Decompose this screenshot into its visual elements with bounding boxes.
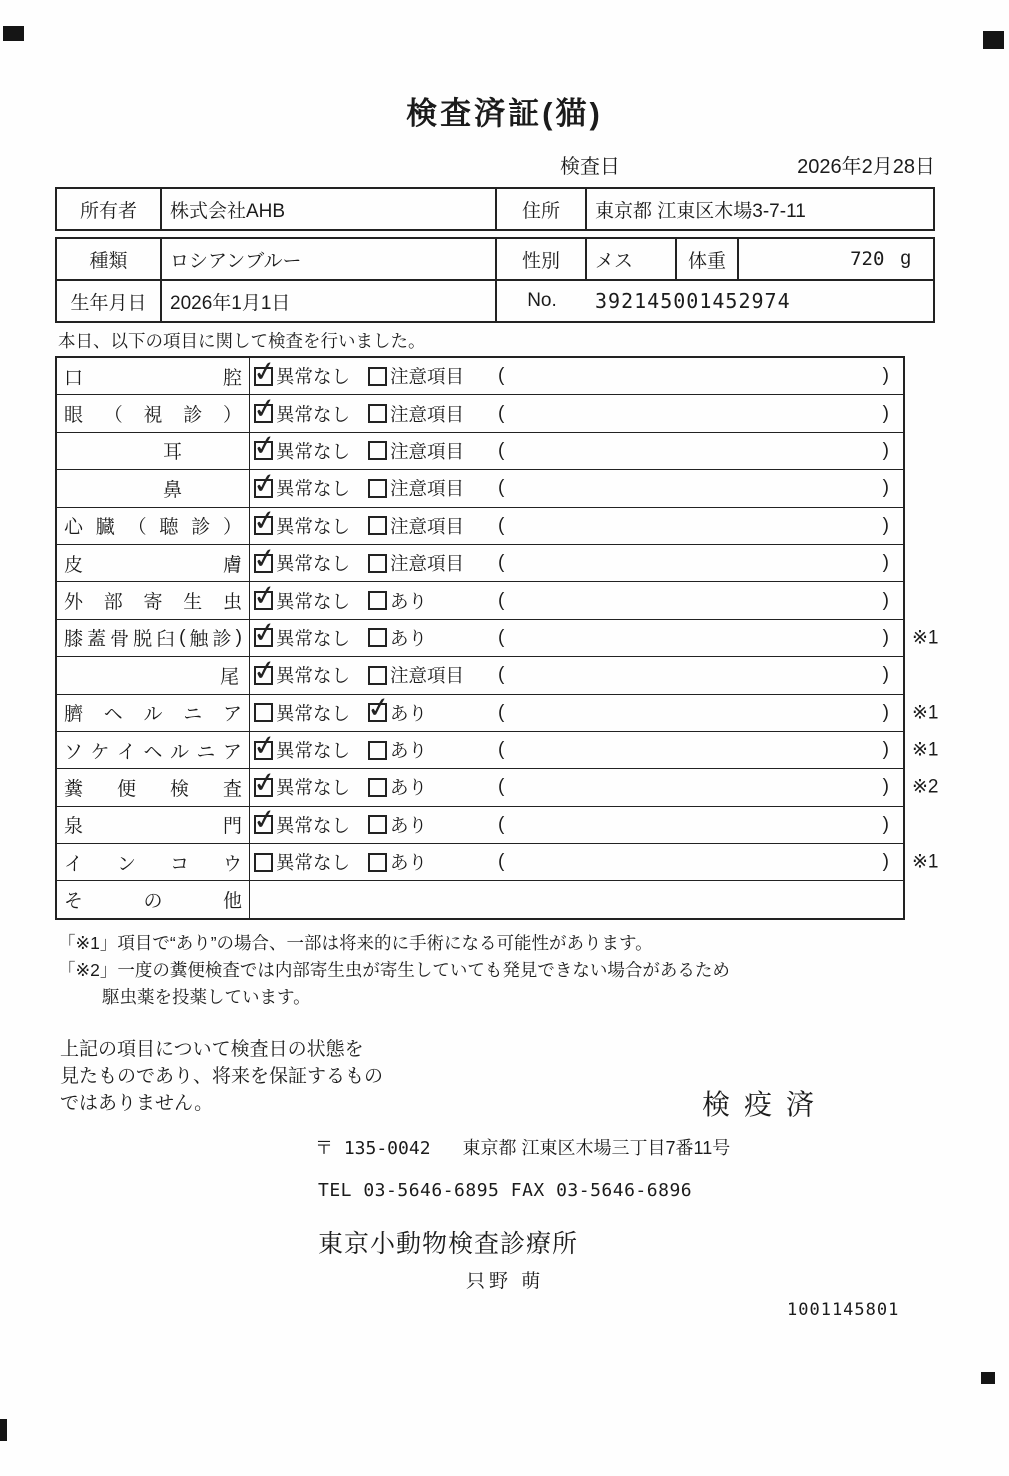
exam-remarks-field bbox=[492, 582, 903, 618]
exam-option-normal bbox=[250, 582, 362, 618]
exam-option-normal-label: 異常なし bbox=[276, 515, 351, 537]
paren-close: ) bbox=[882, 701, 889, 723]
exam-remarks-field bbox=[492, 545, 903, 581]
paren-close: ) bbox=[882, 776, 889, 798]
exam-item-label: 眼 （ 視 診 ） bbox=[57, 395, 250, 431]
exam-option-attention bbox=[362, 470, 492, 506]
exam-option-normal-label: 異常なし bbox=[276, 440, 351, 462]
exam-item-label: イ ン コ ウ bbox=[57, 844, 250, 880]
checkbox-icon bbox=[368, 516, 387, 535]
paren-open: ( bbox=[498, 626, 505, 648]
exam-option-normal-label: 異常なし bbox=[276, 366, 351, 388]
birthdate-label: 生年月日 bbox=[57, 281, 162, 321]
exam-item-label: ソ ケ イ ヘ ル ニ ア bbox=[57, 732, 250, 768]
checkbox-icon bbox=[368, 778, 387, 797]
footnote-2-line2: 駆虫薬を投薬しています。 bbox=[102, 987, 311, 1007]
exam-option-normal bbox=[250, 470, 362, 506]
exam-option-attention-label: 注意項目 bbox=[390, 366, 465, 388]
checkbox-icon bbox=[368, 554, 387, 573]
checkbox-icon bbox=[254, 554, 273, 573]
checkbox-icon bbox=[254, 628, 273, 647]
exam-option-attention bbox=[362, 769, 492, 805]
exam-option-attention-label: あり bbox=[390, 814, 428, 836]
exam-option-attention-label: 注意項目 bbox=[390, 665, 465, 687]
paren-close: ) bbox=[882, 813, 889, 835]
checkbox-icon bbox=[368, 815, 387, 834]
exam-table bbox=[55, 356, 939, 920]
exam-item-label: 鼻 bbox=[57, 470, 250, 506]
exam-option-attention-label: あり bbox=[390, 740, 428, 762]
exam-option-normal-label: 異常なし bbox=[276, 553, 351, 575]
exam-option-normal bbox=[250, 732, 362, 768]
paren-open: ( bbox=[498, 439, 505, 461]
checkbox-icon bbox=[368, 367, 387, 386]
clinic-address: 東京都 江東区木場三丁目7番11号 bbox=[462, 1138, 731, 1158]
exam-row bbox=[57, 358, 903, 395]
exam-option-normal bbox=[250, 545, 362, 581]
exam-date-value: 2026年2月28日 bbox=[797, 156, 935, 178]
exam-item-label: 糞 便 検 査 bbox=[57, 769, 250, 805]
clinic-tel-fax: TEL 03-5646-6895 FAX 03-5646-6896 bbox=[318, 1180, 693, 1201]
paren-close: ) bbox=[882, 552, 889, 574]
exam-row bbox=[57, 582, 903, 619]
checkbox-icon bbox=[254, 815, 273, 834]
exam-remarks-field bbox=[492, 508, 903, 544]
checkbox-icon bbox=[254, 441, 273, 460]
sex-value: メス bbox=[587, 239, 677, 279]
exam-option-normal-label: 異常なし bbox=[276, 740, 351, 762]
microchip-no-value: 392145001452974 bbox=[595, 289, 791, 313]
checkbox-icon bbox=[254, 853, 273, 872]
exam-date-row bbox=[560, 150, 935, 179]
address-value: 東京都 江東区木場3-7-11 bbox=[595, 200, 806, 222]
exam-remarks-field bbox=[492, 470, 903, 506]
exam-remarks-field bbox=[492, 657, 903, 693]
breed-label: 種類 bbox=[57, 239, 162, 279]
exam-option-attention bbox=[362, 545, 492, 581]
exam-option-attention-label: あり bbox=[390, 852, 428, 874]
disclaimer-block bbox=[60, 1036, 383, 1117]
examiner-name: 只野 萌 bbox=[466, 1271, 545, 1292]
exam-option-normal bbox=[250, 695, 362, 731]
owner-value: 株式会社AHB bbox=[162, 189, 497, 229]
exam-option-normal-label: 異常なし bbox=[276, 777, 351, 799]
exam-item-label: 耳 bbox=[57, 433, 250, 469]
address-label: 住所 bbox=[497, 189, 587, 229]
disclaimer-line3: ではありません。 bbox=[60, 1093, 214, 1114]
footnote-1: 「※1」項目で“あり”の場合、一部は将来的に手術になる可能性があります。 bbox=[58, 933, 653, 953]
footnote-mark: ※1 bbox=[912, 702, 939, 724]
exam-row bbox=[57, 545, 903, 582]
exam-option-normal bbox=[250, 395, 362, 431]
exam-option-normal-label: 異常なし bbox=[276, 627, 351, 649]
sex-label: 性別 bbox=[497, 239, 587, 279]
paren-open: ( bbox=[498, 776, 505, 798]
exam-empty-area bbox=[250, 881, 903, 917]
exam-remarks-field bbox=[492, 358, 903, 394]
paren-close: ) bbox=[882, 477, 889, 499]
exam-option-attention bbox=[362, 807, 492, 843]
exam-item-label: 泉 門 bbox=[57, 807, 250, 843]
exam-option-normal bbox=[250, 807, 362, 843]
checkbox-icon bbox=[368, 479, 387, 498]
exam-option-attention bbox=[362, 732, 492, 768]
exam-option-attention-label: あり bbox=[390, 702, 428, 724]
checkbox-icon bbox=[254, 516, 273, 535]
exam-option-attention bbox=[362, 508, 492, 544]
exam-option-attention-label: 注意項目 bbox=[390, 440, 465, 462]
paren-open: ( bbox=[498, 365, 505, 387]
checkbox-icon bbox=[368, 666, 387, 685]
exam-row bbox=[57, 657, 903, 694]
exam-option-normal-label: 異常なし bbox=[276, 702, 351, 724]
exam-option-normal bbox=[250, 358, 362, 394]
exam-item-label: 膝 蓋 骨 脱 臼 ( 触 診 ) bbox=[57, 620, 250, 656]
exam-row bbox=[57, 881, 903, 917]
exam-option-normal bbox=[250, 844, 362, 880]
checkbox-icon bbox=[254, 367, 273, 386]
exam-row bbox=[57, 508, 903, 545]
intro-text: 本日、以下の項目に関して検査を行いました。 bbox=[58, 331, 426, 351]
paren-open: ( bbox=[498, 813, 505, 835]
clinic-address-line bbox=[315, 1134, 730, 1160]
exam-item-label: そ の 他 bbox=[57, 881, 250, 917]
exam-option-attention-label: 注意項目 bbox=[390, 478, 465, 500]
paren-open: ( bbox=[498, 739, 505, 761]
footnote-mark: ※2 bbox=[912, 776, 939, 798]
exam-remarks-field bbox=[492, 695, 903, 731]
exam-item-label: 口 腔 bbox=[57, 358, 250, 394]
exam-option-attention bbox=[362, 657, 492, 693]
exam-option-attention-label: あり bbox=[390, 590, 428, 612]
exam-remarks-field bbox=[492, 433, 903, 469]
scan-artifact-top-left bbox=[3, 26, 24, 41]
birthdate-value: 2026年1月1日 bbox=[162, 281, 497, 321]
exam-option-attention-label: 注意項目 bbox=[390, 515, 465, 537]
exam-remarks-field bbox=[492, 732, 903, 768]
weight-label: 体重 bbox=[677, 239, 739, 279]
disclaimer-line1: 上記の項目について検査日の状態を bbox=[60, 1039, 364, 1060]
exam-row bbox=[57, 732, 939, 769]
exam-item-label: 皮 膚 bbox=[57, 545, 250, 581]
exam-option-attention bbox=[362, 620, 492, 656]
exam-row bbox=[57, 433, 903, 470]
paren-open: ( bbox=[498, 477, 505, 499]
scan-artifact-bottom-right bbox=[981, 1372, 995, 1384]
exam-option-normal bbox=[250, 508, 362, 544]
footnote-mark: ※1 bbox=[912, 739, 939, 761]
paren-close: ) bbox=[882, 365, 889, 387]
weight-cell bbox=[739, 239, 933, 279]
weight-value: 720 bbox=[850, 248, 885, 270]
footnote-2-line1: 「※2」一度の糞便検査では内部寄生虫が寄生していても発見できない場合があるため bbox=[58, 960, 730, 980]
exam-option-normal-label: 異常なし bbox=[276, 665, 351, 687]
footnotes-block bbox=[58, 930, 730, 1011]
exam-row bbox=[57, 844, 939, 881]
paren-open: ( bbox=[498, 664, 505, 686]
checkbox-icon bbox=[254, 404, 273, 423]
exam-option-normal-label: 異常なし bbox=[276, 403, 351, 425]
exam-item-label: 外 部 寄 生 虫 bbox=[57, 582, 250, 618]
exam-item-label: 臍 ヘ ル ニ ア bbox=[57, 695, 250, 731]
exam-row bbox=[57, 470, 903, 507]
exam-option-attention bbox=[362, 358, 492, 394]
checkbox-icon bbox=[254, 591, 273, 610]
owner-table bbox=[55, 187, 935, 231]
exam-option-attention bbox=[362, 582, 492, 618]
clinic-postal-code: 〒 135-0042 bbox=[315, 1138, 431, 1159]
paren-close: ) bbox=[882, 739, 889, 761]
exam-remarks-field bbox=[492, 395, 903, 431]
paren-close: ) bbox=[882, 664, 889, 686]
exam-remarks-field bbox=[492, 769, 903, 805]
exam-remarks-field bbox=[492, 844, 903, 880]
exam-option-normal-label: 異常なし bbox=[276, 590, 351, 612]
exam-row bbox=[57, 807, 903, 844]
footnote-mark: ※1 bbox=[912, 851, 939, 873]
paren-close: ) bbox=[882, 589, 889, 611]
checkbox-icon bbox=[368, 591, 387, 610]
checkbox-icon bbox=[368, 741, 387, 760]
scan-artifact-top-right bbox=[983, 31, 1004, 49]
breed-value: ロシアンブルー bbox=[162, 239, 497, 279]
footnote-mark: ※1 bbox=[912, 627, 939, 649]
checkbox-icon bbox=[368, 628, 387, 647]
exam-option-normal-label: 異常なし bbox=[276, 852, 351, 874]
exam-option-attention-label: あり bbox=[390, 627, 428, 649]
weight-unit: g bbox=[900, 248, 911, 269]
owner-label: 所有者 bbox=[57, 189, 162, 229]
exam-option-normal bbox=[250, 769, 362, 805]
exam-option-attention bbox=[362, 695, 492, 731]
exam-remarks-field bbox=[492, 620, 903, 656]
exam-option-normal-label: 異常なし bbox=[276, 814, 351, 836]
exam-row bbox=[57, 395, 903, 432]
exam-option-normal bbox=[250, 620, 362, 656]
paren-open: ( bbox=[498, 514, 505, 536]
paren-open: ( bbox=[498, 701, 505, 723]
exam-row bbox=[57, 695, 939, 732]
checkbox-icon bbox=[368, 703, 387, 722]
scan-artifact-bottom-left bbox=[0, 1419, 7, 1441]
exam-option-attention-label: あり bbox=[390, 777, 428, 799]
paren-close: ) bbox=[882, 626, 889, 648]
exam-row bbox=[57, 620, 939, 657]
paren-open: ( bbox=[498, 851, 505, 873]
exam-option-attention bbox=[362, 395, 492, 431]
pet-info-table bbox=[55, 237, 935, 323]
paren-open: ( bbox=[498, 552, 505, 574]
exam-option-attention-label: 注意項目 bbox=[390, 553, 465, 575]
checkbox-icon bbox=[368, 404, 387, 423]
exam-remarks-field bbox=[492, 807, 903, 843]
exam-option-attention bbox=[362, 844, 492, 880]
paren-close: ) bbox=[882, 851, 889, 873]
checkbox-icon bbox=[368, 441, 387, 460]
checkbox-icon bbox=[254, 741, 273, 760]
exam-option-attention bbox=[362, 433, 492, 469]
exam-item-label: 尾 bbox=[57, 657, 250, 693]
quarantine-stamp: 検疫済 bbox=[702, 1089, 829, 1120]
checkbox-icon bbox=[368, 853, 387, 872]
paren-close: ) bbox=[882, 402, 889, 424]
exam-option-attention-label: 注意項目 bbox=[390, 403, 465, 425]
microchip-no-label: No. bbox=[527, 290, 557, 311]
checkbox-icon bbox=[254, 666, 273, 685]
exam-option-normal bbox=[250, 433, 362, 469]
exam-row bbox=[57, 769, 939, 806]
page-title: 検査済証(猫) bbox=[406, 96, 603, 131]
exam-item-label: 心 臓 （ 聴 診 ） bbox=[57, 508, 250, 544]
paren-open: ( bbox=[498, 402, 505, 424]
checkbox-icon bbox=[254, 703, 273, 722]
checkbox-icon bbox=[254, 479, 273, 498]
paren-close: ) bbox=[882, 514, 889, 536]
paren-close: ) bbox=[882, 439, 889, 461]
exam-option-normal bbox=[250, 657, 362, 693]
clinic-name: 東京小動物検査診療所 bbox=[318, 1230, 579, 1258]
checkbox-icon bbox=[254, 778, 273, 797]
serial-number: 1001145801 bbox=[787, 1300, 900, 1320]
exam-option-normal-label: 異常なし bbox=[276, 478, 351, 500]
paren-open: ( bbox=[498, 589, 505, 611]
exam-date-label: 検査日 bbox=[560, 156, 620, 178]
disclaimer-line2: 見たものであり、将来を保証するもの bbox=[60, 1066, 384, 1087]
